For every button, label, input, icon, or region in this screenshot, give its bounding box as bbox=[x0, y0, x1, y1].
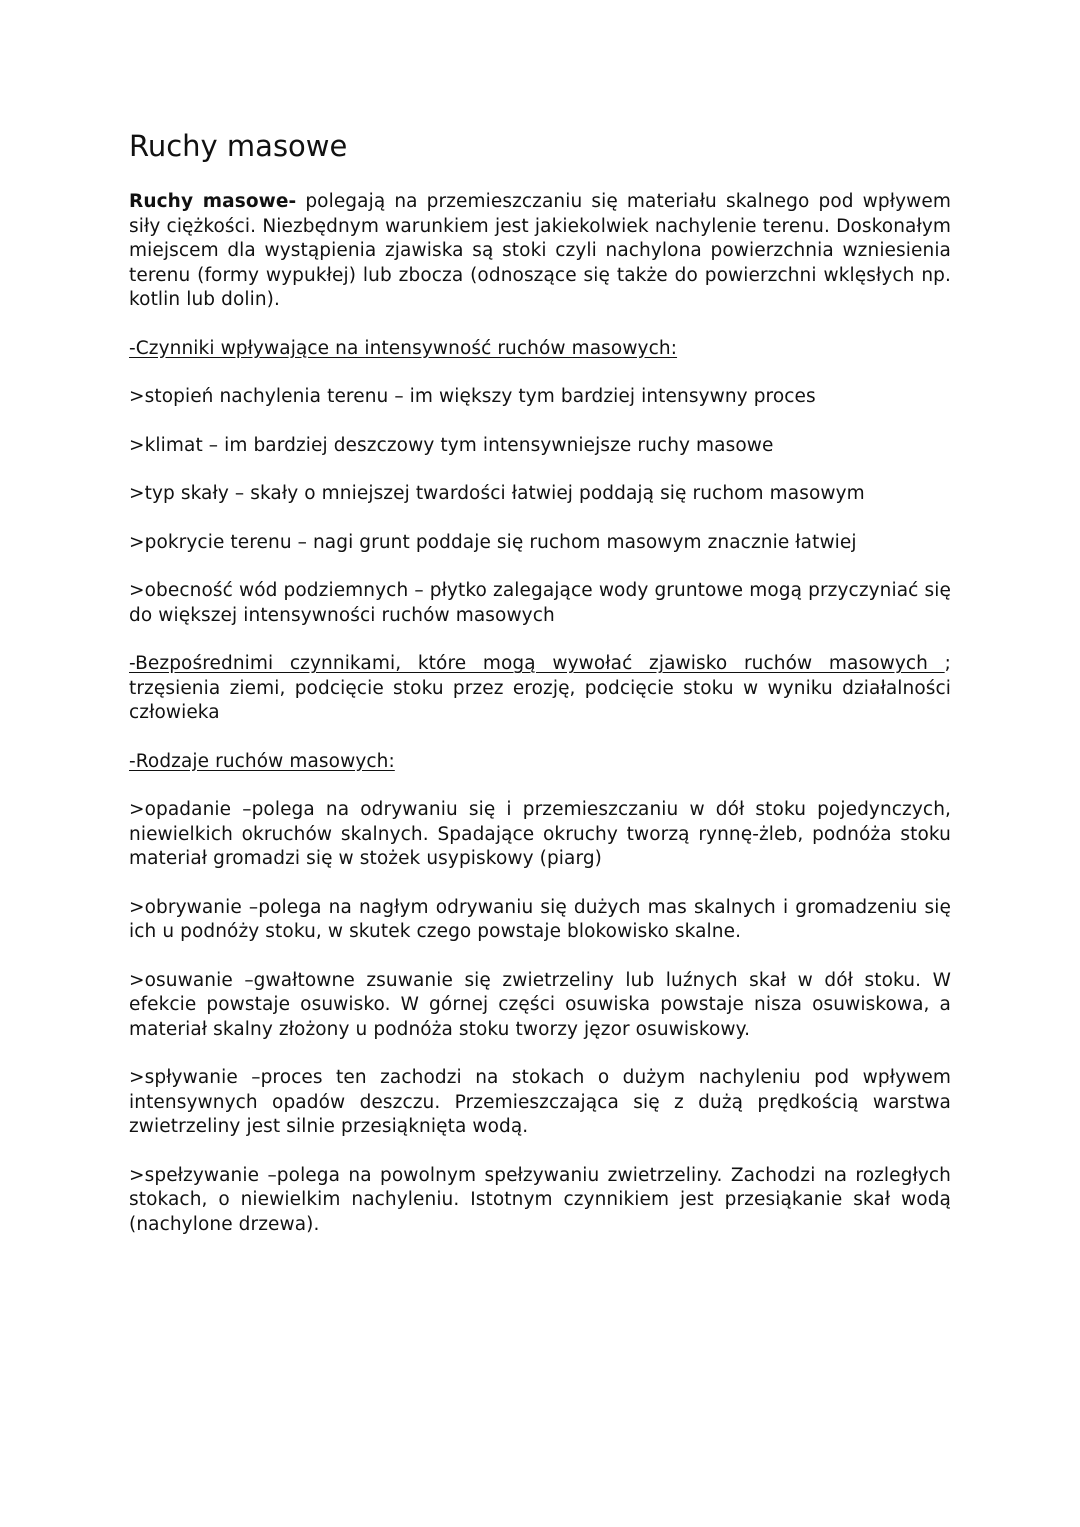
type-item-splywanie bbox=[129, 1066, 951, 1140]
type-item-opadanie bbox=[129, 798, 951, 872]
type-prefix: > bbox=[129, 1164, 145, 1186]
type-term: obrywanie bbox=[144, 896, 242, 918]
type-item-obrywanie bbox=[129, 896, 951, 945]
type-term: spełzywanie bbox=[144, 1164, 260, 1186]
factor-item: >pokrycie terenu – nagi grunt poddaje się ruchom masowym znacznie łatwiej bbox=[129, 531, 857, 553]
intro-paragraph bbox=[129, 190, 951, 313]
type-term: spływanie bbox=[144, 1067, 238, 1088]
factor-item: >klimat – im bardziej deszczowy tym intensywniejsze ruchy masowe bbox=[129, 434, 774, 456]
type-text: –polega na odrywaniu się i przemieszczaniu w dół stoku pojedynczych, niewielkich okruchów skalnych. Spadające okruchy tworzą rynnę-żleb, podnóża stoku materiał gromadzi się w stożek usypiskowy (piarg) bbox=[129, 799, 951, 869]
type-text: –polega na powolnym spełzywaniu zwietrzeliny. Zachodzi na rozległych stokach, o niewielkim nachyleniu. Istotnym czynnikiem jest przesiąkanie skał wodą (nachylone drzewa). bbox=[129, 1164, 951, 1235]
type-prefix: > bbox=[129, 799, 145, 820]
type-item-spelzywanie bbox=[129, 1164, 951, 1238]
type-term: opadanie bbox=[144, 799, 232, 820]
factor-item: >typ skały – skały o mniejszej twardości łatwiej poddają się ruchom masowym bbox=[129, 483, 865, 504]
type-prefix: > bbox=[129, 969, 145, 991]
type-prefix: > bbox=[129, 896, 145, 918]
page-title: Ruchy masowe bbox=[129, 129, 348, 163]
factor-item: >obecność wód podziemnych – płytko zalegające wody gruntowe mogą przyczyniać się do większej intensywności ruchów masowych bbox=[129, 580, 951, 626]
type-prefix: > bbox=[129, 1067, 145, 1088]
type-text: –gwałtowne zsuwanie się zwietrzeliny lub luźnych skał w dół stoku. W efekcie powstaje osuwisko. W górnej części osuwiska powstaje nisza osuwiskowa, a materiał skalny złożony u podnóża stoku tworzy jęzor osuwiskowy. bbox=[129, 969, 951, 1040]
factors-heading: -Czynniki wpływające na intensywność ruchów masowych: bbox=[129, 337, 678, 359]
direct-factors-heading: -Bezpośrednimi czynnikami, które mogą wywołać zjawisko ruchów masowych bbox=[129, 653, 945, 674]
document-page bbox=[129, 126, 951, 1261]
intro-text: polegają na przemieszczaniu się materiału skalnego pod wpływem siły ciężkości. Niezbędnym warunkiem jest jakiekolwiek nachylenie terenu. Doskonałym miejscem dla wystąpienia zjawiska są stoki czyli nachylona powierzchnia wzniesienia terenu (formy wypukłej) lub zbocza (odnoszące się także do powierzchni wklęsłych np. kotlin lub dolin). bbox=[129, 191, 951, 310]
type-text: –proces ten zachodzi na stokach o dużym nachyleniu pod wpływem intensywnych opadów deszczu. Przemieszczająca się z dużą prędkością warstwa zwietrzeliny jest silnie przesiąknięta wodą. bbox=[129, 1067, 951, 1137]
direct-factors-text: ; trzęsienia ziemi, podcięcie stoku przez erozję, podcięcie stoku w wyniku działalności człowieka bbox=[129, 653, 951, 723]
type-text: –polega na nagłym odrywaniu się dużych mas skalnych i gromadzeniu się ich u podnóży stoku, w skutek czego powstaje blokowisko skalne. bbox=[129, 896, 951, 942]
factor-item: >stopień nachylenia terenu – im większy tym bardziej intensywny proces bbox=[129, 386, 816, 407]
type-item-osuwanie bbox=[129, 969, 951, 1043]
types-heading: -Rodzaje ruchów masowych: bbox=[129, 750, 395, 772]
type-term: osuwanie bbox=[144, 969, 233, 991]
direct-factors-paragraph bbox=[129, 652, 951, 726]
intro-term: Ruchy masowe- bbox=[129, 191, 297, 212]
